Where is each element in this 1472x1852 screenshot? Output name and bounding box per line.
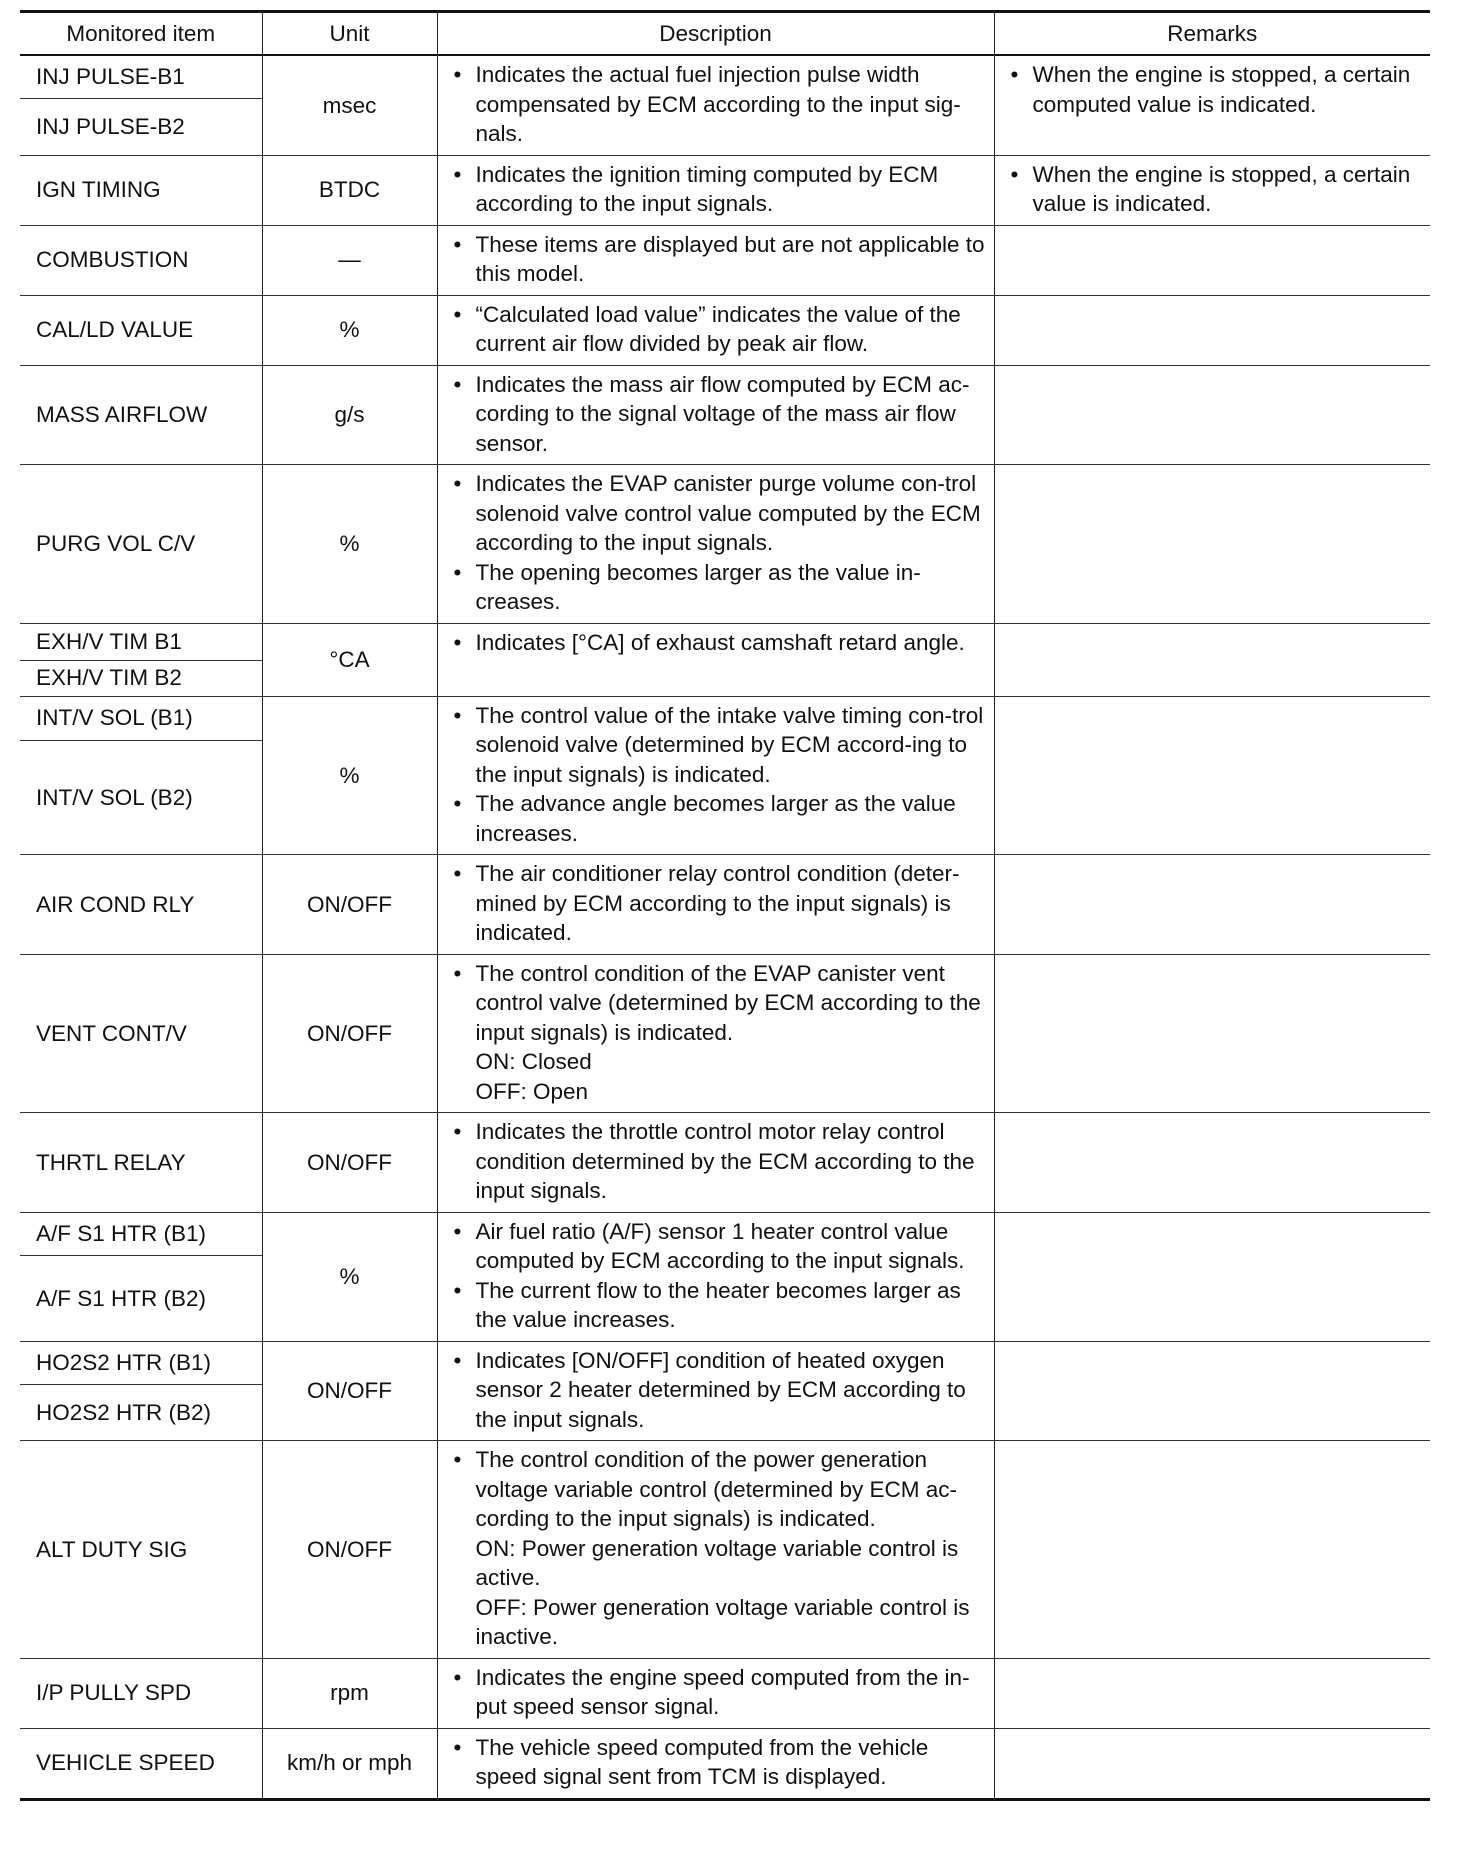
monitored-item-cell: THRTL RELAY	[20, 1113, 262, 1213]
description-cell	[437, 55, 994, 155]
monitored-item-cell: EXH/V TIM B2	[20, 660, 262, 696]
monitored-item-cell: I/P PULLY SPD	[20, 1658, 262, 1728]
description-bullet: • The control value of the intake valve timing con-trol solenoid valve (determined by ECM accord-ing to the input signals) is indicated.	[448, 701, 986, 790]
remarks-cell	[994, 954, 1430, 1113]
description-bullet: • The air conditioner relay control condition (deter-mined by ECM according to the input signals) is indicated.	[448, 859, 986, 948]
description-cell	[437, 1658, 994, 1728]
table-row	[20, 954, 1430, 1113]
remarks-cell	[994, 1658, 1430, 1728]
description-cell	[437, 1113, 994, 1213]
table-row	[20, 55, 1430, 98]
description-bullet: • Indicates the throttle control motor relay control condition determined by the ECM according to the input signals.	[448, 1117, 986, 1206]
description-bullet: • These items are displayed but are not applicable to this model.	[448, 230, 986, 289]
description-bullet: • The current flow to the heater becomes larger as the value increases.	[448, 1276, 986, 1335]
description-cell	[437, 465, 994, 624]
remarks-bullet: • When the engine is stopped, a certain computed value is indicated.	[1005, 60, 1423, 119]
remarks-cell	[994, 1113, 1430, 1213]
remarks-cell	[994, 55, 1430, 155]
description-bullet: • The control condition of the power generation voltage variable control (determined by ECM ac-cording to the input signals) is indicated.	[448, 1445, 986, 1534]
description-cell	[437, 225, 994, 295]
remarks-cell	[994, 696, 1430, 855]
description-cell	[437, 623, 994, 696]
description-cell	[437, 1341, 994, 1441]
monitored-item-cell: INJ PULSE-B1	[20, 55, 262, 98]
remarks-cell	[994, 1441, 1430, 1659]
description-cell	[437, 295, 994, 365]
description-bullet: • The opening becomes larger as the value in-creases.	[448, 558, 986, 617]
description-cell	[437, 1212, 994, 1341]
monitored-item-cell: IGN TIMING	[20, 155, 262, 225]
remarks-cell	[994, 365, 1430, 465]
header-monitored-item: Monitored item	[20, 12, 262, 56]
table-row	[20, 365, 1430, 465]
unit-cell: msec	[262, 55, 437, 155]
description-cell	[437, 365, 994, 465]
monitored-item-cell: EXH/V TIM B1	[20, 623, 262, 660]
remarks-cell	[994, 623, 1430, 696]
description-bullet: • Indicates the engine speed computed from the in-put speed sensor signal.	[448, 1663, 986, 1722]
remarks-cell	[994, 155, 1430, 225]
table-row	[20, 1212, 1430, 1256]
header-description: Description	[437, 12, 994, 56]
monitored-item-cell: CAL/LD VALUE	[20, 295, 262, 365]
remarks-cell	[994, 465, 1430, 624]
description-cell	[437, 855, 994, 955]
monitor-item-table	[20, 10, 1430, 1801]
description-bullet: • Indicates the mass air flow computed by ECM ac-cording to the signal voltage of the mass air flow sensor.	[448, 370, 986, 459]
description-bullet: • The control condition of the EVAP canister vent control valve (determined by ECM according to the input signals) is indicated.	[448, 959, 986, 1048]
remarks-cell	[994, 1728, 1430, 1799]
unit-cell: ON/OFF	[262, 954, 437, 1113]
description-line: OFF: Power generation voltage variable control is inactive.	[475, 1594, 970, 1649]
description-bullet: • Indicates [ON/OFF] condition of heated oxygen sensor 2 heater determined by ECM according to the input signals.	[448, 1346, 986, 1435]
description-bullet: • The advance angle becomes larger as the value increases.	[448, 789, 986, 848]
monitored-item-cell: PURG VOL C/V	[20, 465, 262, 624]
description-cell	[437, 1441, 994, 1659]
description-bullet: • Indicates [°CA] of exhaust camshaft retard angle.	[448, 628, 986, 658]
table-row	[20, 225, 1430, 295]
monitored-item-cell: AIR COND RLY	[20, 855, 262, 955]
description-cell	[437, 155, 994, 225]
table-row	[20, 1441, 1430, 1659]
monitored-item-cell: INJ PULSE-B2	[20, 98, 262, 155]
unit-cell: %	[262, 1212, 437, 1341]
description-cell	[437, 1728, 994, 1799]
monitored-item-cell: INT/V SOL (B1)	[20, 696, 262, 740]
remarks-bullet: • When the engine is stopped, a certain value is indicated.	[1005, 160, 1423, 219]
monitored-item-cell: INT/V SOL (B2)	[20, 740, 262, 854]
table-row	[20, 855, 1430, 955]
remarks-cell	[994, 1212, 1430, 1341]
monitored-item-cell: A/F S1 HTR (B2)	[20, 1256, 262, 1341]
table-row	[20, 1728, 1430, 1799]
table-row	[20, 295, 1430, 365]
monitored-item-cell: VENT CONT/V	[20, 954, 262, 1113]
monitored-item-cell: COMBUSTION	[20, 225, 262, 295]
description-bullet: • Indicates the actual fuel injection pulse width compensated by ECM according to the input sig-nals.	[448, 60, 986, 149]
header-remarks: Remarks	[994, 12, 1430, 56]
monitored-item-cell: ALT DUTY SIG	[20, 1441, 262, 1659]
remarks-cell	[994, 295, 1430, 365]
description-bullet: • Air fuel ratio (A/F) sensor 1 heater control value computed by ECM according to the input signals.	[448, 1217, 986, 1276]
table-row	[20, 1113, 1430, 1213]
monitored-item-cell: HO2S2 HTR (B1)	[20, 1341, 262, 1385]
table-body	[20, 55, 1430, 1799]
unit-cell: %	[262, 696, 437, 855]
table-row	[20, 155, 1430, 225]
description-line: ON: Closed	[475, 1049, 592, 1074]
table-row	[20, 623, 1430, 660]
monitored-item-cell: HO2S2 HTR (B2)	[20, 1385, 262, 1441]
description-bullet: • Indicates the EVAP canister purge volume con-trol solenoid valve control value computed by the ECM according to the input signals.	[448, 469, 986, 558]
description-cell	[437, 696, 994, 855]
table-row	[20, 1658, 1430, 1728]
unit-cell: BTDC	[262, 155, 437, 225]
description-cell	[437, 954, 994, 1113]
unit-cell: km/h or mph	[262, 1728, 437, 1799]
description-bullet: • “Calculated load value” indicates the value of the current air flow divided by peak air flow.	[448, 300, 986, 359]
unit-cell: ON/OFF	[262, 1341, 437, 1441]
description-line: OFF: Open	[475, 1078, 589, 1104]
remarks-cell	[994, 1341, 1430, 1441]
unit-cell: ON/OFF	[262, 1113, 437, 1213]
table-row	[20, 1341, 1430, 1385]
unit-cell: g/s	[262, 365, 437, 465]
remarks-cell	[994, 225, 1430, 295]
monitored-item-cell: VEHICLE SPEED	[20, 1728, 262, 1799]
table-header	[20, 12, 1430, 56]
description-bullet: • Indicates the ignition timing computed by ECM according to the input signals.	[448, 160, 986, 219]
description-bullet: • The vehicle speed computed from the vehicle speed signal sent from TCM is displayed.	[448, 1733, 986, 1792]
unit-cell: ON/OFF	[262, 855, 437, 955]
remarks-cell	[994, 855, 1430, 955]
unit-cell: %	[262, 465, 437, 624]
unit-cell: —	[262, 225, 437, 295]
unit-cell: °CA	[262, 623, 437, 696]
table-row	[20, 696, 1430, 740]
monitored-item-cell: MASS AIRFLOW	[20, 365, 262, 465]
table-row	[20, 465, 1430, 624]
unit-cell: rpm	[262, 1658, 437, 1728]
unit-cell: ON/OFF	[262, 1441, 437, 1659]
monitored-item-cell: A/F S1 HTR (B1)	[20, 1212, 262, 1256]
header-row	[20, 12, 1430, 56]
unit-cell: %	[262, 295, 437, 365]
description-line: ON: Power generation voltage variable control is active.	[475, 1535, 959, 1590]
header-unit: Unit	[262, 12, 437, 56]
